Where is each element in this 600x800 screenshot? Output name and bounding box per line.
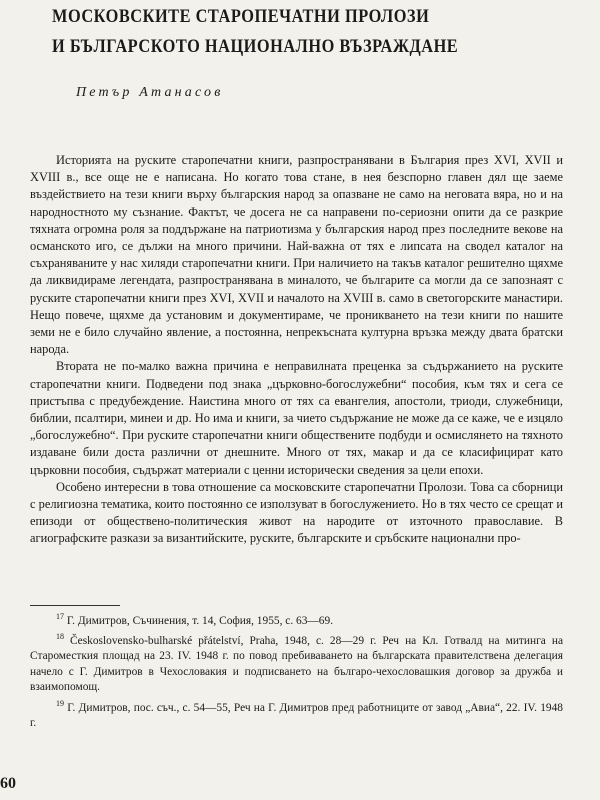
footnote-divider [30, 605, 120, 606]
footnote-mark: 18 [56, 632, 64, 642]
title-line-2: И БЪЛГАРСКОТО НАЦИОНАЛНО ВЪЗРАЖДАНЕ [52, 36, 459, 57]
paragraph: Историята на руските старопечатни книги, разпространявани в България през XVI, XVII и XVIII в., все още не е написана. Но когато това стане, в нея безспорно главен дял ще заеме въздействието на тези книги върху българския народ за опазване не само на неговата вяра, но и на народностното му съзнание. Фактът, че досега не са направени по-сериозни опити да се разкрие тяхната огромна роля за поддържане на патриотизма у българския народ през последните векове на османското иго, се дължи на много причини. Най-важна от тях е липсата на сводел каталог на съхраняваните у нас хиляди старопечатни книги. При наличието на такъв каталог решително щяхме да ликвидираме легендата, разпространявана в миналото, че българите са могли да се запознаят с руските старопечатни книги през XVI, XVII и началото на XVIII в. само в светогорските манастири. Нещо повече, щяхме да установим и документираме, че проникването на тези книги по нашите земи не е било случайно явление, а постоянна, непрекъсната културна връзка между двата братски народа. [30, 153, 563, 357]
paragraph: Втората не по-малко важна причина е неправилната преценка за съдържанието на руските старопечатни книги. Подведени под знака „църковно-богослужебни“ пособия, към тях и сега се пристъпва с предубеждение. Наистина много от тях са евангелия, апостоли, триоди, служебници, библии, псалтири, минеи и др. Но има и книги, за чието съдържание не може да се каже, че е изцяло „богослужебно“. При руските старопечатни книги обществените подбуди и осмислянето на тяхното издаване били доста различни от днешните. Много от тях, макар и да се класифицират като църковни пособия, съдържат материали с ценни исторически сведения за цели епохи. [30, 359, 563, 477]
footnote-mark: 17 [56, 612, 64, 621]
footnote [30, 629, 563, 695]
footnotes [30, 609, 563, 731]
page-number: 60 [0, 775, 16, 792]
footnote-mark: 19 [56, 698, 64, 708]
footnote [30, 696, 563, 732]
footnote-text: Г. Димитров, Съчинения, т. 14, София, 1955, с. 63—69. [66, 614, 334, 627]
title-line-1: МОСКОВСКИТЕ СТАРОПЕЧАТНИ ПРОЛОЗИ [52, 6, 430, 27]
paragraph: Особено интересни в това отношение са московските старопечатни Пролози. Това са сборници с религиозна тематика, които постоянно се използуват в богослужението. Но в тях често се срещат и епизоди от обществено-политическия живот на народите от източното православие. В агиографските разкази за византийските, руските, българските и сръбските национални про- [30, 479, 563, 546]
article-title [52, 2, 499, 62]
footnote-text: Г. Димитров, пос. съч., с. 54—55, Реч на Г. Димитров пред работниците от завод „Авиа“, 22. IV. 1948 г. [30, 701, 564, 729]
article-body [30, 152, 563, 548]
footnote-text: Československo-bulharské přátelství, Praha, 1948, с. 28—29 г. Реч на Кл. Готвалд на митинга на Староместкия площад на 23. IV. 1948 г. по повод пребиваването на българската правителствена делегация начело с Г. Димитров в Чехословакия и подписването на българо-чехословашкия договор за дружба и взаимопомощ. [30, 635, 563, 694]
footnote [30, 609, 563, 629]
author-name: Петър Атанасов [76, 85, 224, 100]
